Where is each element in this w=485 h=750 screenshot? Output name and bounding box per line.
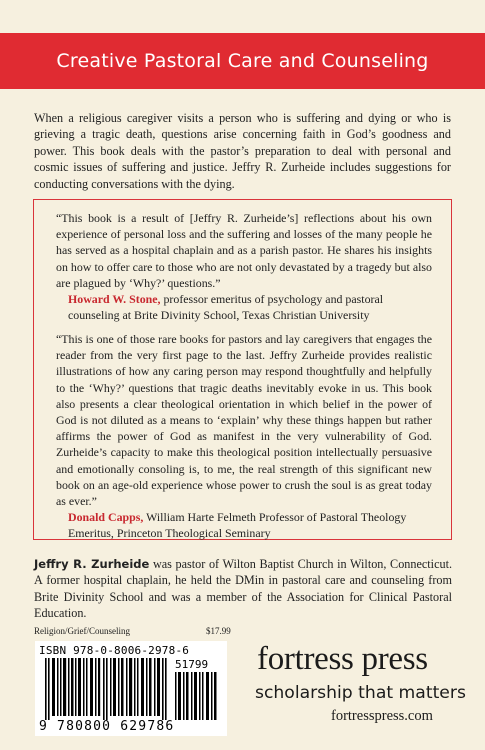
endorsement-text: “This is one of those rare books for pastors and lay caregivers that engages the reader from the very first page to the last. Jeffry Zurheide provides realistic illustrations of how any caring person may respond thoughtfully and helpfully to the ‘Why?’ questions that tragic deaths inevitably evoke in us. This book also presents a clear theological orientation in which belief in the power of God is not diluted as a means to ‘explain’ why these things happen but rather affirms the power of God as manifest in the very vulnerability of God. Zurheide’s capacity to make this theological position intellectually persuasive and emotionally consoling is, to me, the real strength of this significant new book on an age-old experience whose power to crush the soul is as great today as ever.” <box>56 332 432 509</box>
author-name: Jeffry R. Zurheide <box>34 557 150 571</box>
endorsements-box <box>33 199 452 540</box>
publisher-logo: fortress press <box>257 641 428 677</box>
endorser-name: Howard W. Stone, <box>68 292 161 307</box>
series-banner <box>0 33 485 89</box>
endorser-title: William Harte Felmeth Professor of Pastoral Theology Emeritus, Princeton Theological Seminary <box>68 510 407 541</box>
endorser-name: Donald Capps, <box>68 510 144 525</box>
endorsement-quote <box>56 210 432 323</box>
barcode-main-icon <box>45 658 167 720</box>
isbn-barcode <box>35 641 227 736</box>
endorsement-attribution <box>56 291 432 323</box>
series-title: Creative Pastoral Care and Counseling <box>56 50 429 72</box>
book-price: $17.99 <box>206 626 231 636</box>
author-bio-text: was pastor of Wilton Baptist Church in Wilton, Connecticut. A former hospital chaplain, he held the DMin in pastoral care and counseling from Brite Divinity School and was a member of the Association for Clinical Pastoral Education. <box>34 557 452 620</box>
ean-digits: 9 780800 629786 <box>39 719 175 734</box>
barcode-addon-icon <box>175 672 219 720</box>
publisher-url: fortresspress.com <box>331 708 433 724</box>
endorsement-text: “This book is a result of [Jeffry R. Zurheide’s] reflections about his own experience of personal loss and the suffering and losses of the many people he has served as a hospital chaplain and as a parish pastor. He shares his insights on how to offer care to those who are not only devastated by a tragedy but also are plagued by ‘Why?’ questions.” <box>56 211 432 290</box>
endorsement-attribution <box>56 509 432 541</box>
isbn-text: ISBN 978-0-8006-2978-6 <box>39 644 190 657</box>
endorser-title: professor emeritus of psychology and pastoral counseling at Brite Divinity School, Texas Christian University <box>68 292 384 323</box>
publisher-tagline: scholarship that matters <box>255 683 466 703</box>
endorsement-quote <box>56 331 432 542</box>
book-description: When a religious caregiver visits a person who is suffering and dying or who is grieving a tragic death, questions arise concerning faith in God’s goodness and power. This book deals with the pastor’s preparation to deal with personal and cosmic issues of suffering and justice. Jeffry R. Zurheide includes suggestions for conducting conversations with the dying. <box>34 111 451 191</box>
author-bio <box>34 556 452 621</box>
price-code: 51799 <box>175 658 209 671</box>
book-category: Religion/Grief/Counseling <box>34 626 130 636</box>
